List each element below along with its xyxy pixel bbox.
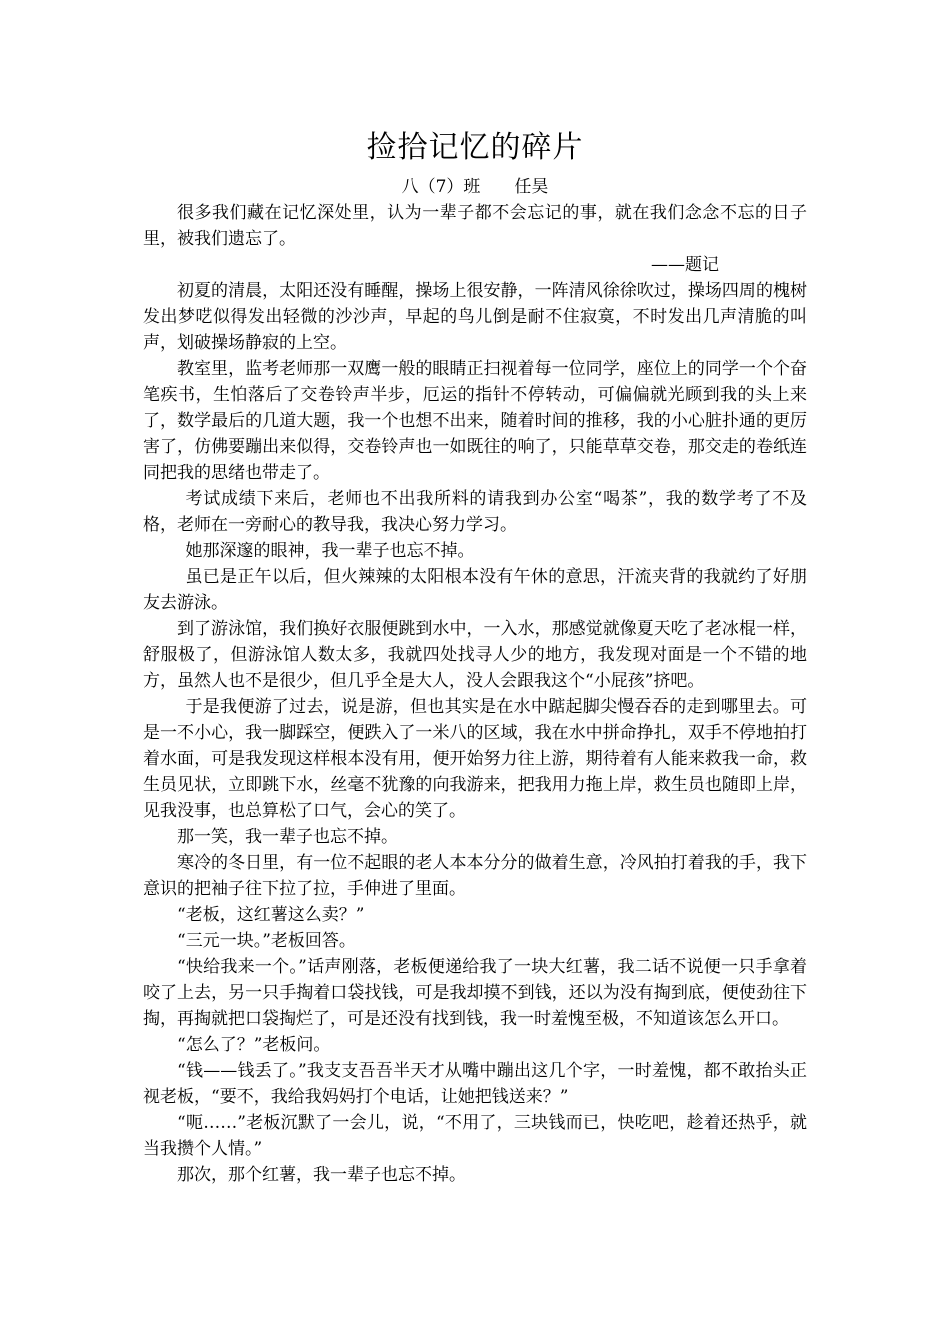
paragraph: “呃……”老板沉默了一会儿，说，“不用了，三块钱而已，快吃吧，趁着还热乎，就当我攒个人情。” [143,1113,807,1159]
paragraph: “钱——钱丢了。”我支支吾吾半天才从嘴中蹦出这几个字，一时羞愧，都不敢抬头正视老板，“要不，我给我妈妈打个电话，让她把钱送来？” [143,1061,807,1107]
paragraph: 教室里，监考老师那一双鹰一般的眼睛正扫视着每一位同学，座位上的同学一个个奋笔疾书，生怕落后了交卷铃声半步，厄运的指针不停转动，可偏偏就光顾到我的头上来了，数学最后的几道大题，我一个也想不出来，随着时间的推移，我的小心脏扑通的更厉害了，仿佛要蹦出来似得，交卷铃声也一如既往的响了，只能草草交卷，那交走的卷纸连同把我的思绪也带走了。 [143,359,807,483]
epigraph-signature: ——题记 [651,255,719,275]
paragraph: 于是我便游了过去，说是游，但也其实是在水中踮起脚尖慢吞吞的走到哪里去。可是一不小心，我一脚踩空，便跌入了一米八的区域，我在水中拼命挣扎，双手不停地拍打着水面，可是我发现这样根本没有用，便开始努力往上游，期待着有人能来救我一命，救生员见状，立即跳下水，丝毫不犹豫的向我游来，把我用力拖上岸，救生员也随即上岸，见我没事，也总算松了口气，会心的笑了。 [143,697,807,821]
paragraph: 她那深邃的眼神，我一辈子也忘不掉。 [185,541,475,561]
article-body [143,200,807,1188]
paragraph: “怎么了？”老板问。 [177,1035,331,1055]
paragraph: “快给我来一个。”话声刚落，老板便递给我了一块大红薯，我二话不说便一只手拿着咬了上去，另一只手掏着口袋找钱，可是我却摸不到钱，还以为没有掏到底，便使劲往下掏，再掏就把口袋掏烂了，可是还没有找到钱，我一时羞愧至极，不知道该怎么开口。 [143,957,807,1029]
document-page [143,128,807,1188]
paragraph: 到了游泳馆，我们换好衣服便跳到水中，一入水，那感觉就像夏天吃了老冰棍一样，舒服极了，但游泳馆人数太多，我就四处找寻人少的地方，我发现对面是一个不错的地方，虽然人也不是很少，但几乎全是大人，没人会跟我这个“小屁孩”挤吧。 [143,619,807,691]
paragraph: 初夏的清晨，太阳还没有睡醒，操场上很安静，一阵清风徐徐吹过，操场四周的槐树发出梦呓似得发出轻微的沙沙声，早起的鸟儿倒是耐不住寂寞，不时发出几声清脆的叫声，划破操场静寂的上空。 [143,281,807,353]
paragraph: “三元一块。”老板回答。 [177,931,356,951]
epigraph-text: 很多我们藏在记忆深处里，认为一辈子都不会忘记的事，就在我们念念不忘的日子里，被我们遗忘了。 [143,203,807,249]
paragraph: 那一笑，我一辈子也忘不掉。 [177,827,398,847]
page-title: 捡拾记忆的碎片 [366,130,584,165]
paragraph: 寒冷的冬日里，有一位不起眼的老人本本分分的做着生意，冷风拍打着我的手，我下意识的把袖子往下拉了拉，手伸进了里面。 [143,853,807,899]
paragraph: 考试成绩下来后，老师也不出我所料的请我到办公室“喝茶”，我的数学考了不及格，老师在一旁耐心的教导我，我决心努力学习。 [143,489,807,535]
paragraph: 那次，那个红薯，我一辈子也忘不掉。 [177,1165,466,1185]
paragraph: 虽已是正午以后，但火辣辣的太阳根本没有午休的意思，汗流夹背的我就约了好朋友去游泳。 [143,567,807,613]
paragraph: “老板，这红薯这么卖？” [177,905,365,925]
author-byline: 八（7）班 任昊 [401,177,549,197]
